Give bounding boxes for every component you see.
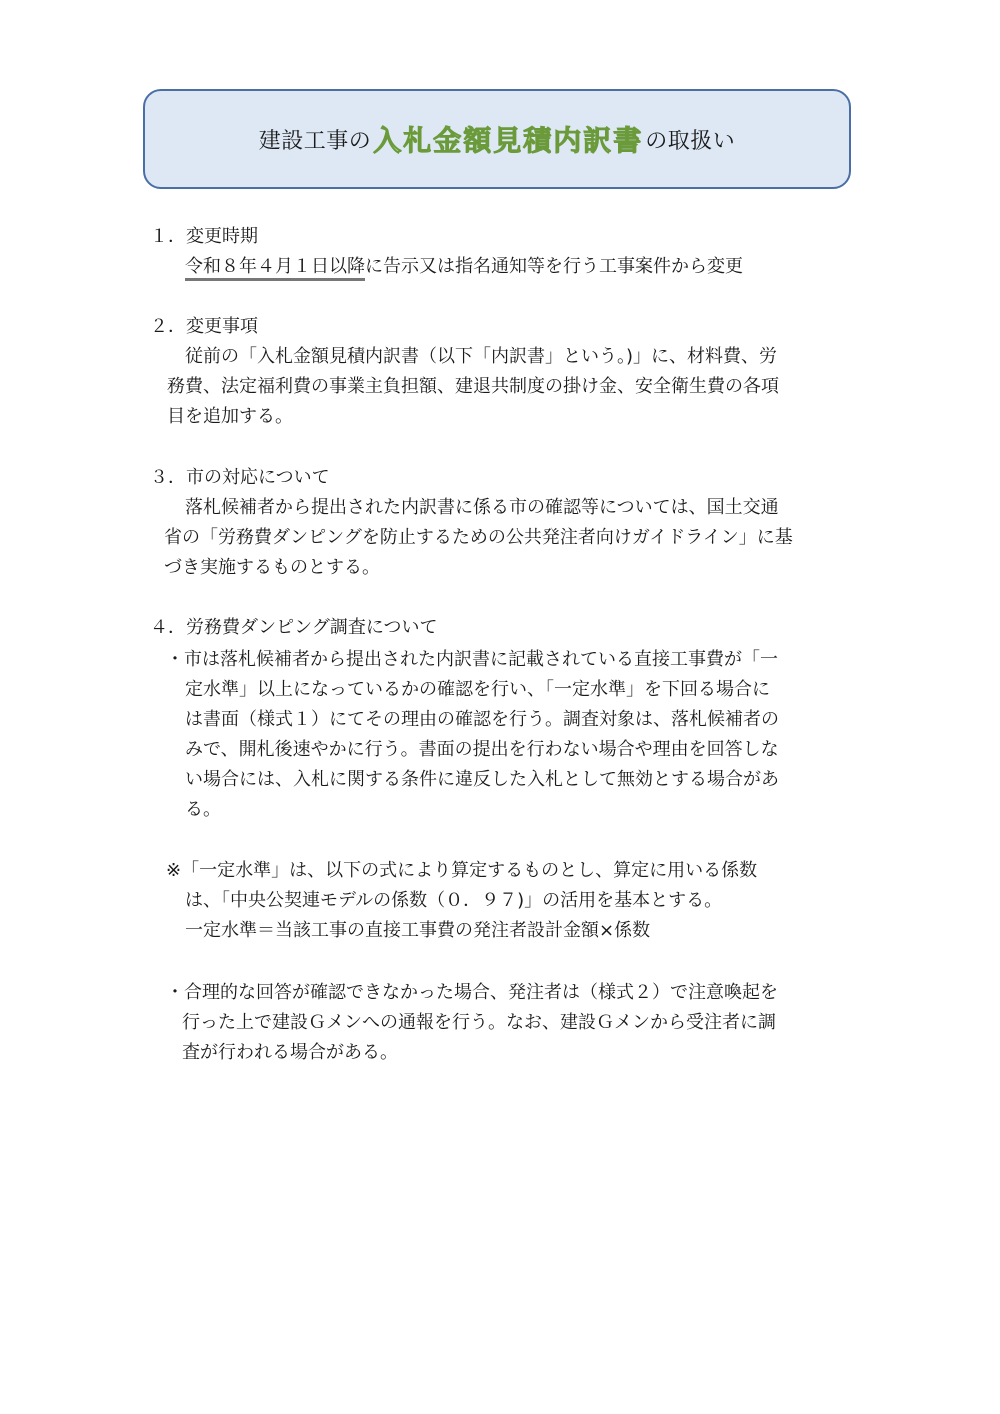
section4-bullet1-line: い場合には、入札に関する条件に違反した入札として無効とする場合があ bbox=[185, 769, 779, 790]
title-prefix: 建設工事の bbox=[258, 128, 372, 154]
section3-line: 落札候補者から提出された内訳書に係る市の確認等については、国土交通 bbox=[185, 497, 779, 518]
section4-bullet1-line: は書面（様式１）にてその理由の確認を行う。調査対象は、落札候補者の bbox=[185, 709, 779, 730]
section2-line: 目を追加する。 bbox=[167, 406, 293, 427]
section4-bullet1-line: る。 bbox=[185, 799, 221, 820]
title-box bbox=[143, 89, 851, 189]
section4-note-line: ※「一定水準」は、以下の式により算定するものとし、算定に用いる係数 bbox=[166, 860, 758, 881]
section1-body-rest: に告示又は指名通知等を行う工事案件から変更 bbox=[365, 256, 743, 277]
section2-heading: ２．変更事項 bbox=[150, 316, 258, 337]
section4-heading: ４．労務費ダンピング調査について bbox=[150, 617, 438, 638]
section2-line: 従前の「入札金額見積内訳書（以下「内訳書」という。)」に、材料費、労 bbox=[185, 346, 778, 367]
title-suffix: の取扱い bbox=[645, 128, 736, 154]
section4-bullet2-line: 査が行われる場合がある。 bbox=[182, 1042, 398, 1063]
section4-bullet2-line: ・合理的な回答が確認できなかった場合、発注者は（様式２）で注意喚起を bbox=[166, 982, 778, 1003]
section4-bullet1-line: みで、開札後速やかに行う。書面の提出を行わない場合や理由を回答しな bbox=[185, 739, 779, 760]
section3-heading: ３．市の対応について bbox=[150, 467, 330, 488]
section1-body bbox=[185, 252, 743, 282]
section4-bullet1-line: ・市は落札候補者から提出された内訳書に記載されている直接工事費が「一 bbox=[166, 649, 778, 670]
section4-bullet2-line: 行った上で建設Ｇメンへの通報を行う。なお、建設Ｇメンから受注者に調 bbox=[182, 1012, 776, 1033]
section3-line: 省の「労務費ダンピングを防止するための公共発注者向けガイドライン」に基 bbox=[164, 527, 793, 548]
section1-effective-date: 令和８年４月１日以降 bbox=[185, 256, 365, 281]
section4-bullet1-line: 定水準」以上になっているかの確認を行い、「一定水準」を下回る場合に bbox=[185, 679, 770, 700]
section1-heading: １．変更時期 bbox=[150, 226, 258, 247]
title-highlight: 入札金額見積内訳書 bbox=[373, 124, 644, 157]
section2-line: 務費、法定福利費の事業主負担額、建退共制度の掛け金、安全衛生費の各項 bbox=[167, 376, 779, 397]
section3-line: づき実施するものとする。 bbox=[164, 557, 380, 578]
section4-note-line: は、「中央公契連モデルの係数（０．９７)」の活用を基本とする。 bbox=[185, 890, 723, 911]
section4-formula: 一定水準＝当該工事の直接工事費の発注者設計金額×係数 bbox=[185, 920, 651, 941]
